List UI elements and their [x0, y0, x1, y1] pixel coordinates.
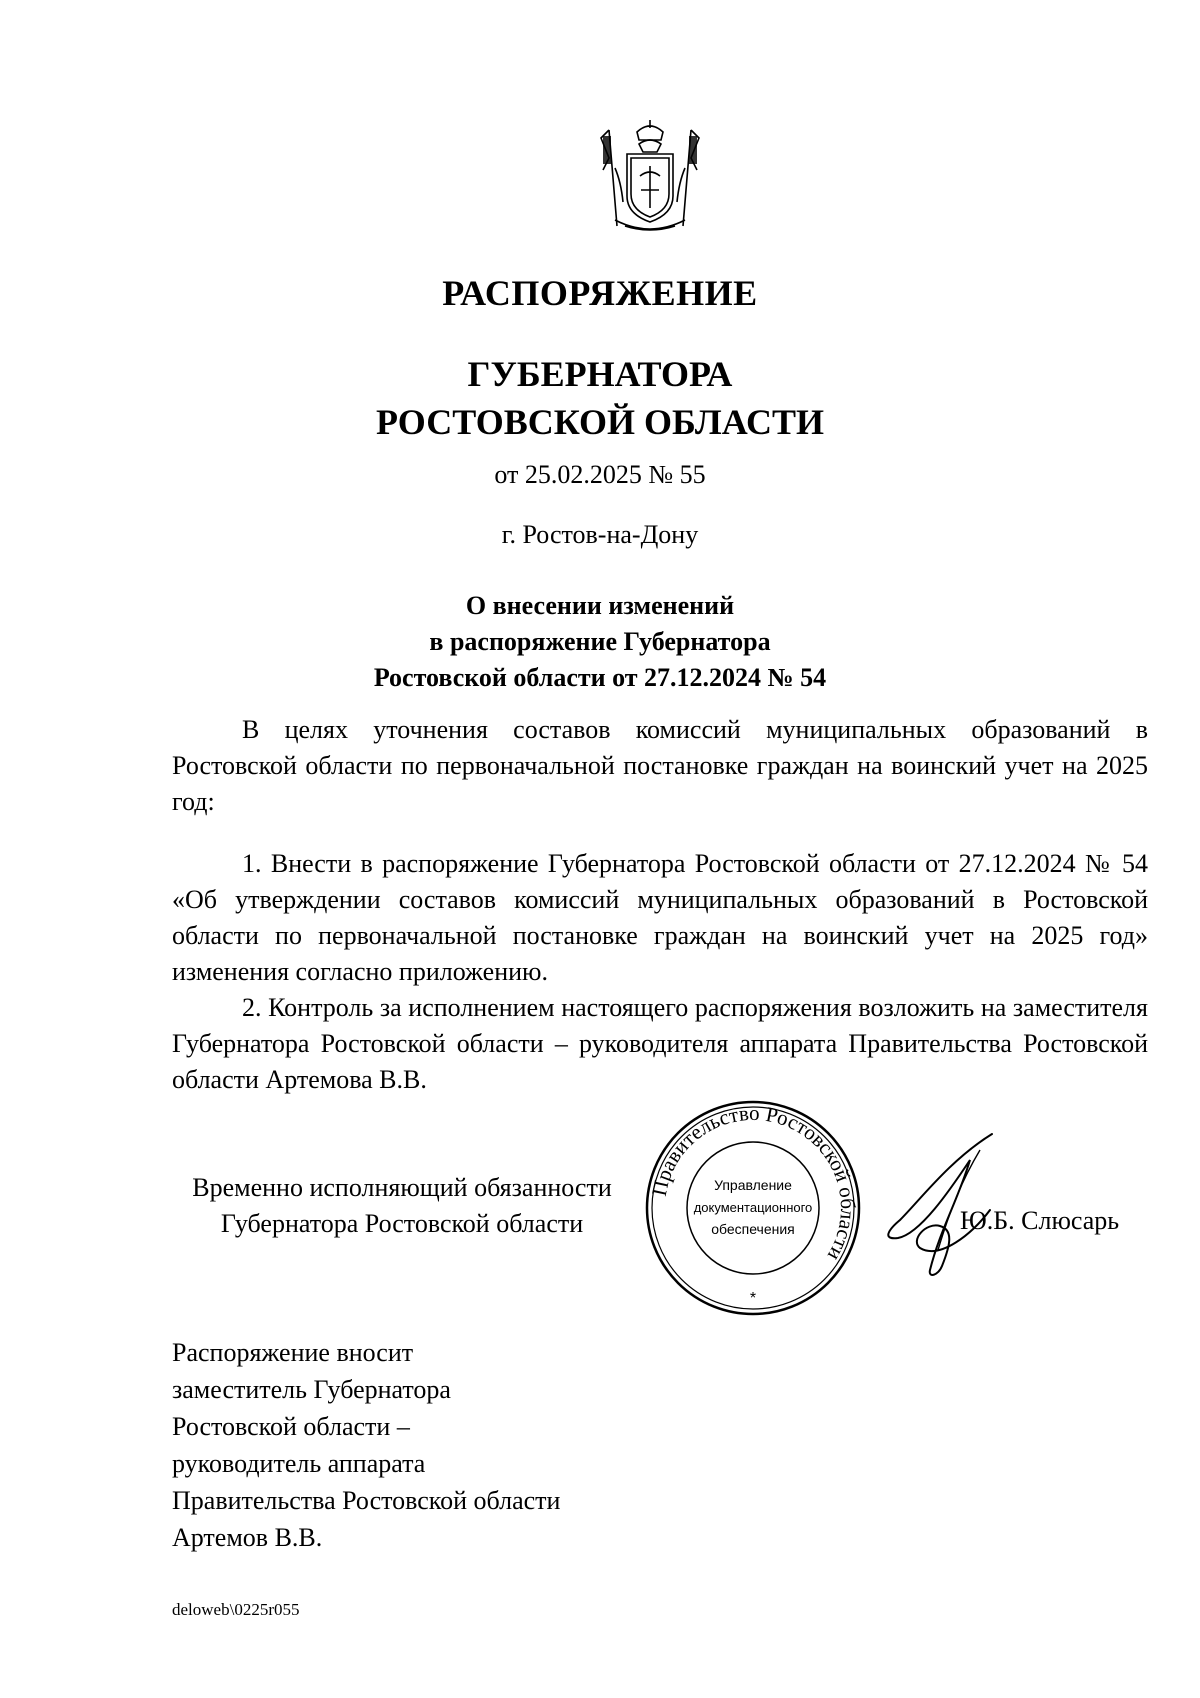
- official-stamp: [643, 1098, 863, 1318]
- footer-line: Правительства Ростовской области: [172, 1486, 561, 1515]
- document-date-number: от 25.02.2025 № 55: [494, 460, 706, 489]
- subject-line: Ростовской области от 27.12.2024 № 54: [373, 663, 827, 692]
- signatory-name: Ю.Б. Слюсарь: [960, 1206, 1120, 1235]
- signatory-position: [172, 1170, 632, 1242]
- stamp-star: *: [749, 1290, 757, 1307]
- stamp-center-line: обеспечения: [711, 1221, 795, 1237]
- footer-line: Распоряжение вносит: [172, 1338, 414, 1367]
- subject-line: в распоряжение Губернатора: [429, 627, 771, 656]
- document-subject: [0, 588, 1200, 696]
- footer-line: руководитель аппарата: [172, 1449, 426, 1478]
- subject-line: О внесении изменений: [465, 591, 735, 620]
- order-item-1: 1. Внести в распоряжение Губернатора Ростовской области от 27.12.2024 № 54 «Об утверждении составов комиссий муниципальных образований в Ростовской области по первоначальной постановке граждан на воинский учет на 2025 год» изменения согласно приложению.: [172, 849, 1148, 986]
- position-line: Временно исполняющий обязанности: [192, 1173, 612, 1202]
- intro-paragraph-block: [172, 712, 1148, 820]
- stamp-ring-text: Правительство Ростовской области: [646, 1100, 861, 1265]
- intro-paragraph: В целях уточнения составов комиссий муниципальных образований в Ростовской области по первоначальной постановке граждан на воинский учет на 2025 год:: [172, 715, 1148, 816]
- coat-of-arms-icon: [595, 118, 705, 238]
- document-type-title: РАСПОРЯЖЕНИЕ: [442, 273, 758, 313]
- issuer-line: РОСТОВСКОЙ ОБЛАСТИ: [376, 402, 824, 442]
- order-items: [172, 846, 1148, 1098]
- document-city: г. Ростов-на-Дону: [501, 520, 699, 549]
- footer-line: заместитель Губернатора: [172, 1375, 451, 1404]
- issuer-title: [0, 350, 1200, 446]
- stamp-center-line: Управление: [714, 1177, 792, 1193]
- footer-line: Ростовской области –: [172, 1412, 410, 1441]
- position-line: Губернатора Ростовской области: [220, 1209, 584, 1238]
- stamp-center-line: документационного: [693, 1200, 813, 1215]
- handwritten-signature: [880, 1130, 1010, 1280]
- issuer-line: ГУБЕРНАТОРА: [467, 354, 733, 394]
- order-item-2: 2. Контроль за исполнением настоящего распоряжения возложить на заместителя Губернатора Ростовской области – руководителя аппарата Правительства Ростовской области Артемова В.В.: [172, 993, 1148, 1094]
- submitted-by-block: [172, 1334, 560, 1556]
- footer-line: Артемов В.В.: [172, 1523, 323, 1552]
- document-id: deloweb\0225r055: [172, 1600, 300, 1619]
